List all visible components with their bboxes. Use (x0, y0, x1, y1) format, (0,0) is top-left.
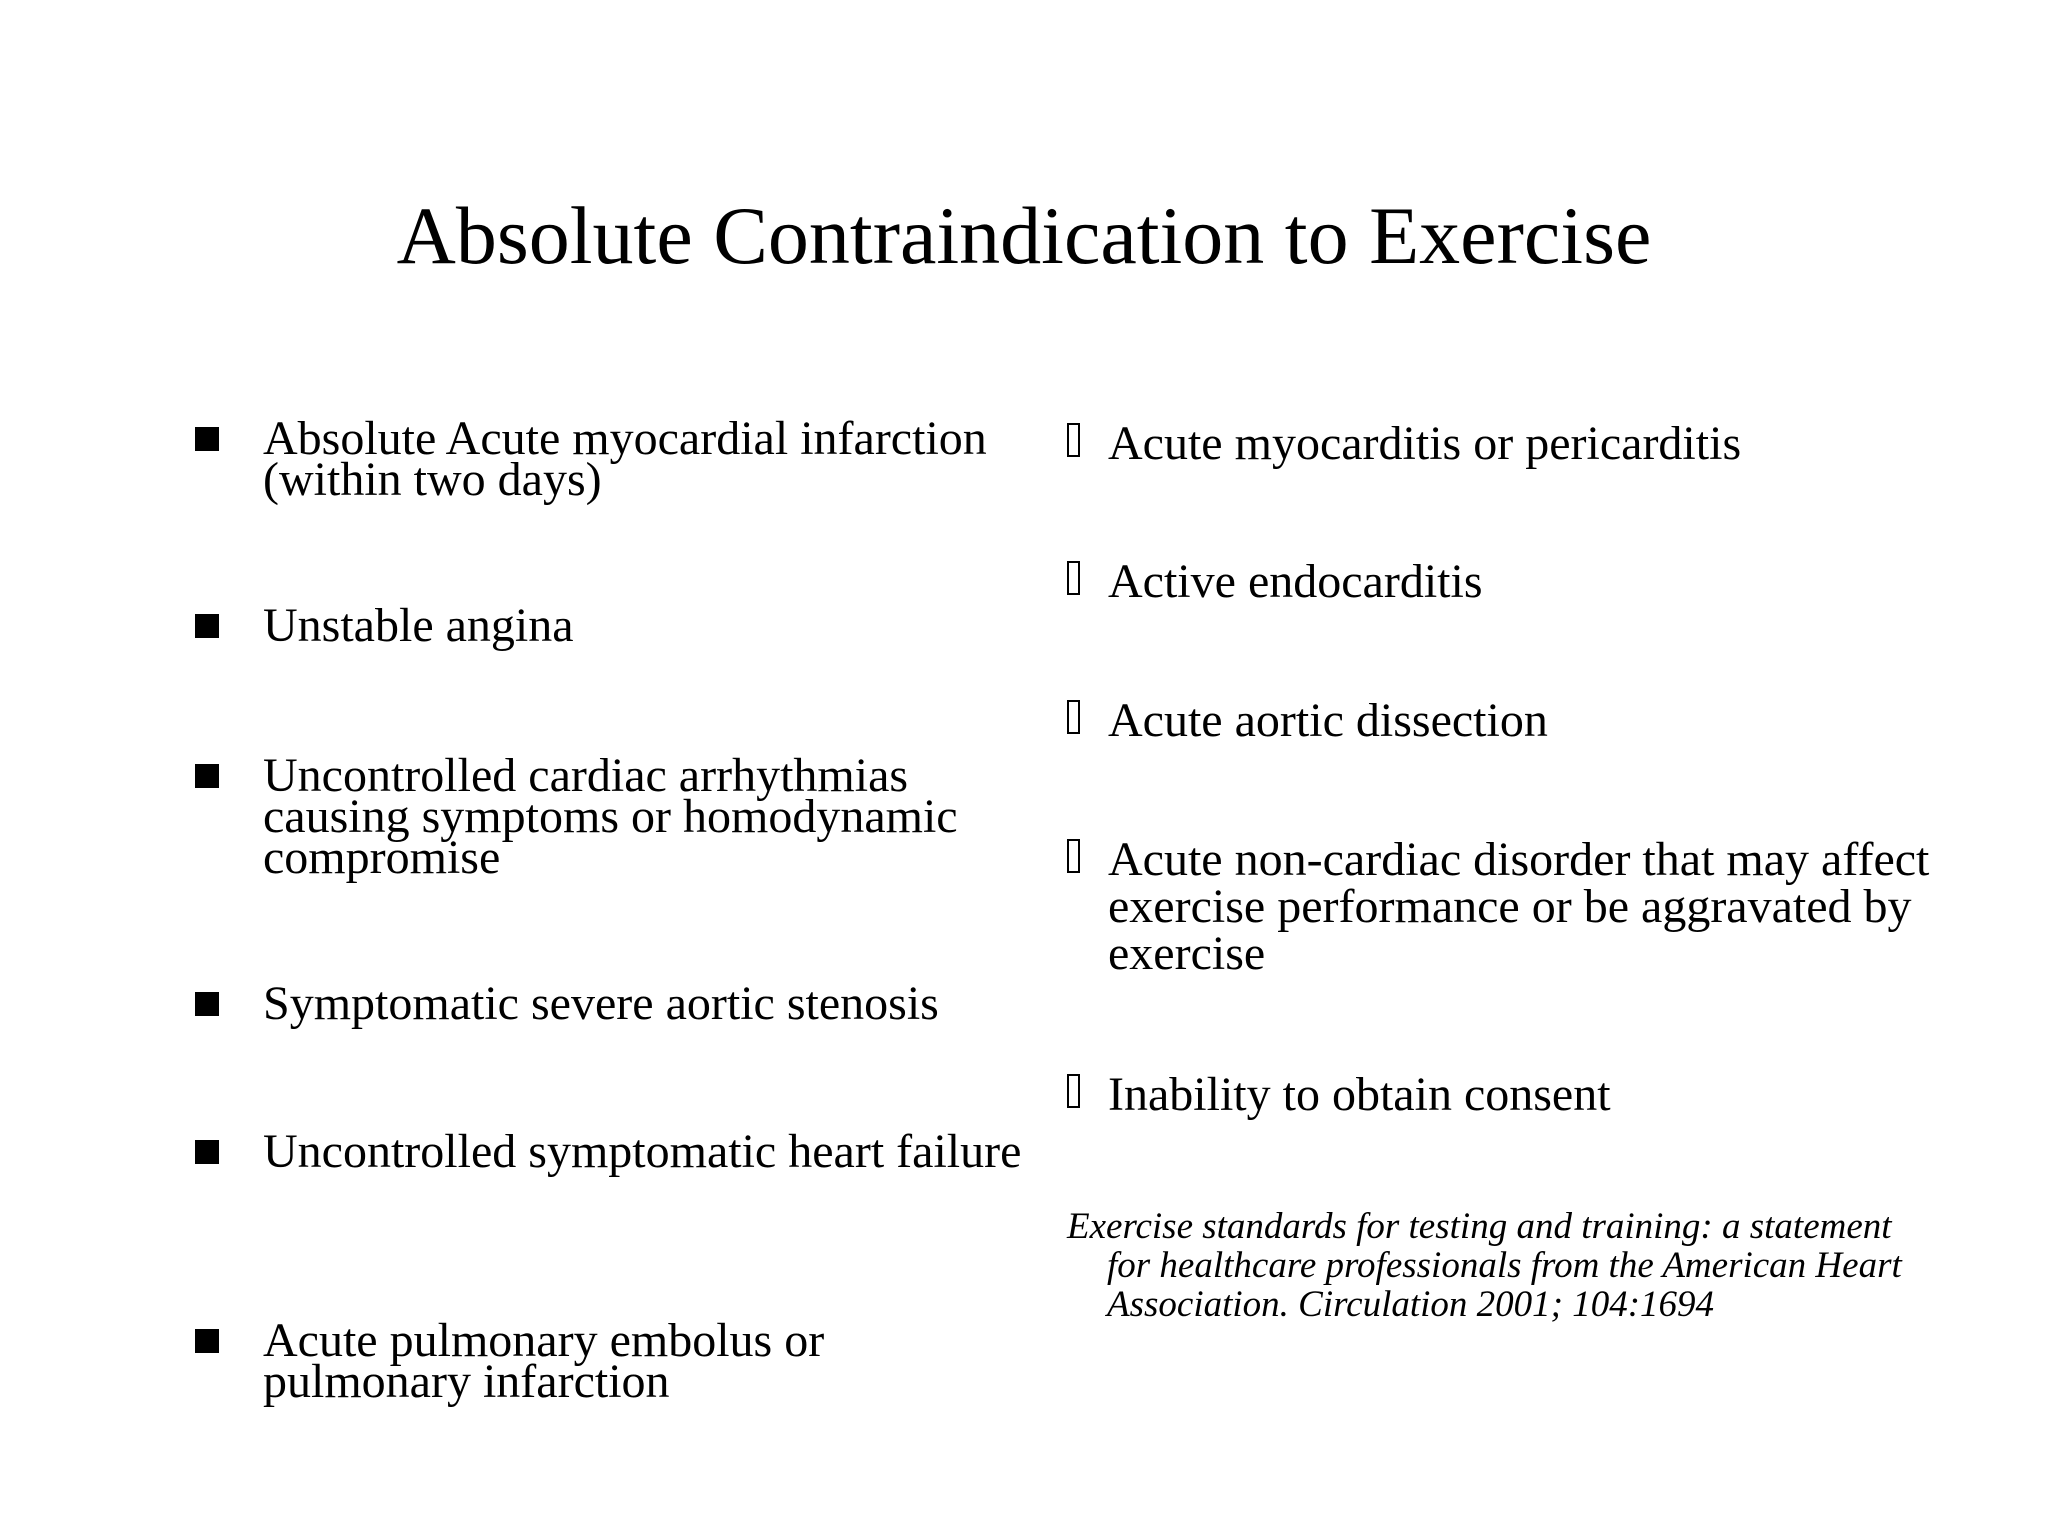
square-bullet-icon (195, 764, 219, 788)
contraindication-text: Inability to obtain consent (1108, 1068, 1611, 1121)
missing-glyph-bullet-icon (1067, 1074, 1080, 1108)
contraindication-text: Acute aortic dissection (1108, 694, 1548, 747)
square-bullet-icon (195, 1329, 219, 1353)
contraindication-text: Active endocarditis (1108, 555, 1483, 608)
square-bullet-icon (195, 614, 219, 638)
contraindication-text: Acute pulmonary embolus or pulmonary infarction (263, 1314, 825, 1408)
square-bullet-icon (195, 427, 219, 451)
missing-glyph-bullet-icon (1067, 561, 1080, 595)
contraindication-text: Symptomatic severe aortic stenosis (263, 977, 939, 1030)
missing-glyph-bullet-icon (1067, 700, 1080, 734)
square-bullet-icon (195, 1140, 219, 1164)
contraindication-text: Unstable angina (263, 599, 574, 652)
contraindication-text: Uncontrolled symptomatic heart failure (263, 1125, 1022, 1178)
contraindication-text: Acute myocarditis or pericarditis (1108, 417, 1742, 470)
contraindication-text: Acute non-cardiac disorder that may affect exercise performance or be aggravated by exercise (1108, 833, 1930, 980)
missing-glyph-bullet-icon (1067, 423, 1080, 457)
missing-glyph-bullet-icon (1067, 839, 1080, 873)
contraindication-text: Uncontrolled cardiac arrhythmias causing symptoms or homodynamic compromise (263, 749, 958, 884)
contraindication-text: Absolute Acute myocardial infarction (within two days) (263, 412, 987, 506)
slide-title: Absolute Contraindication to Exercise (396, 190, 1652, 281)
citation: Exercise standards for testing and training: a statement for healthcare professionals from the American Heart Association. Circulation 2001; 104:1694 (1067, 1206, 1902, 1325)
square-bullet-icon (195, 992, 219, 1016)
